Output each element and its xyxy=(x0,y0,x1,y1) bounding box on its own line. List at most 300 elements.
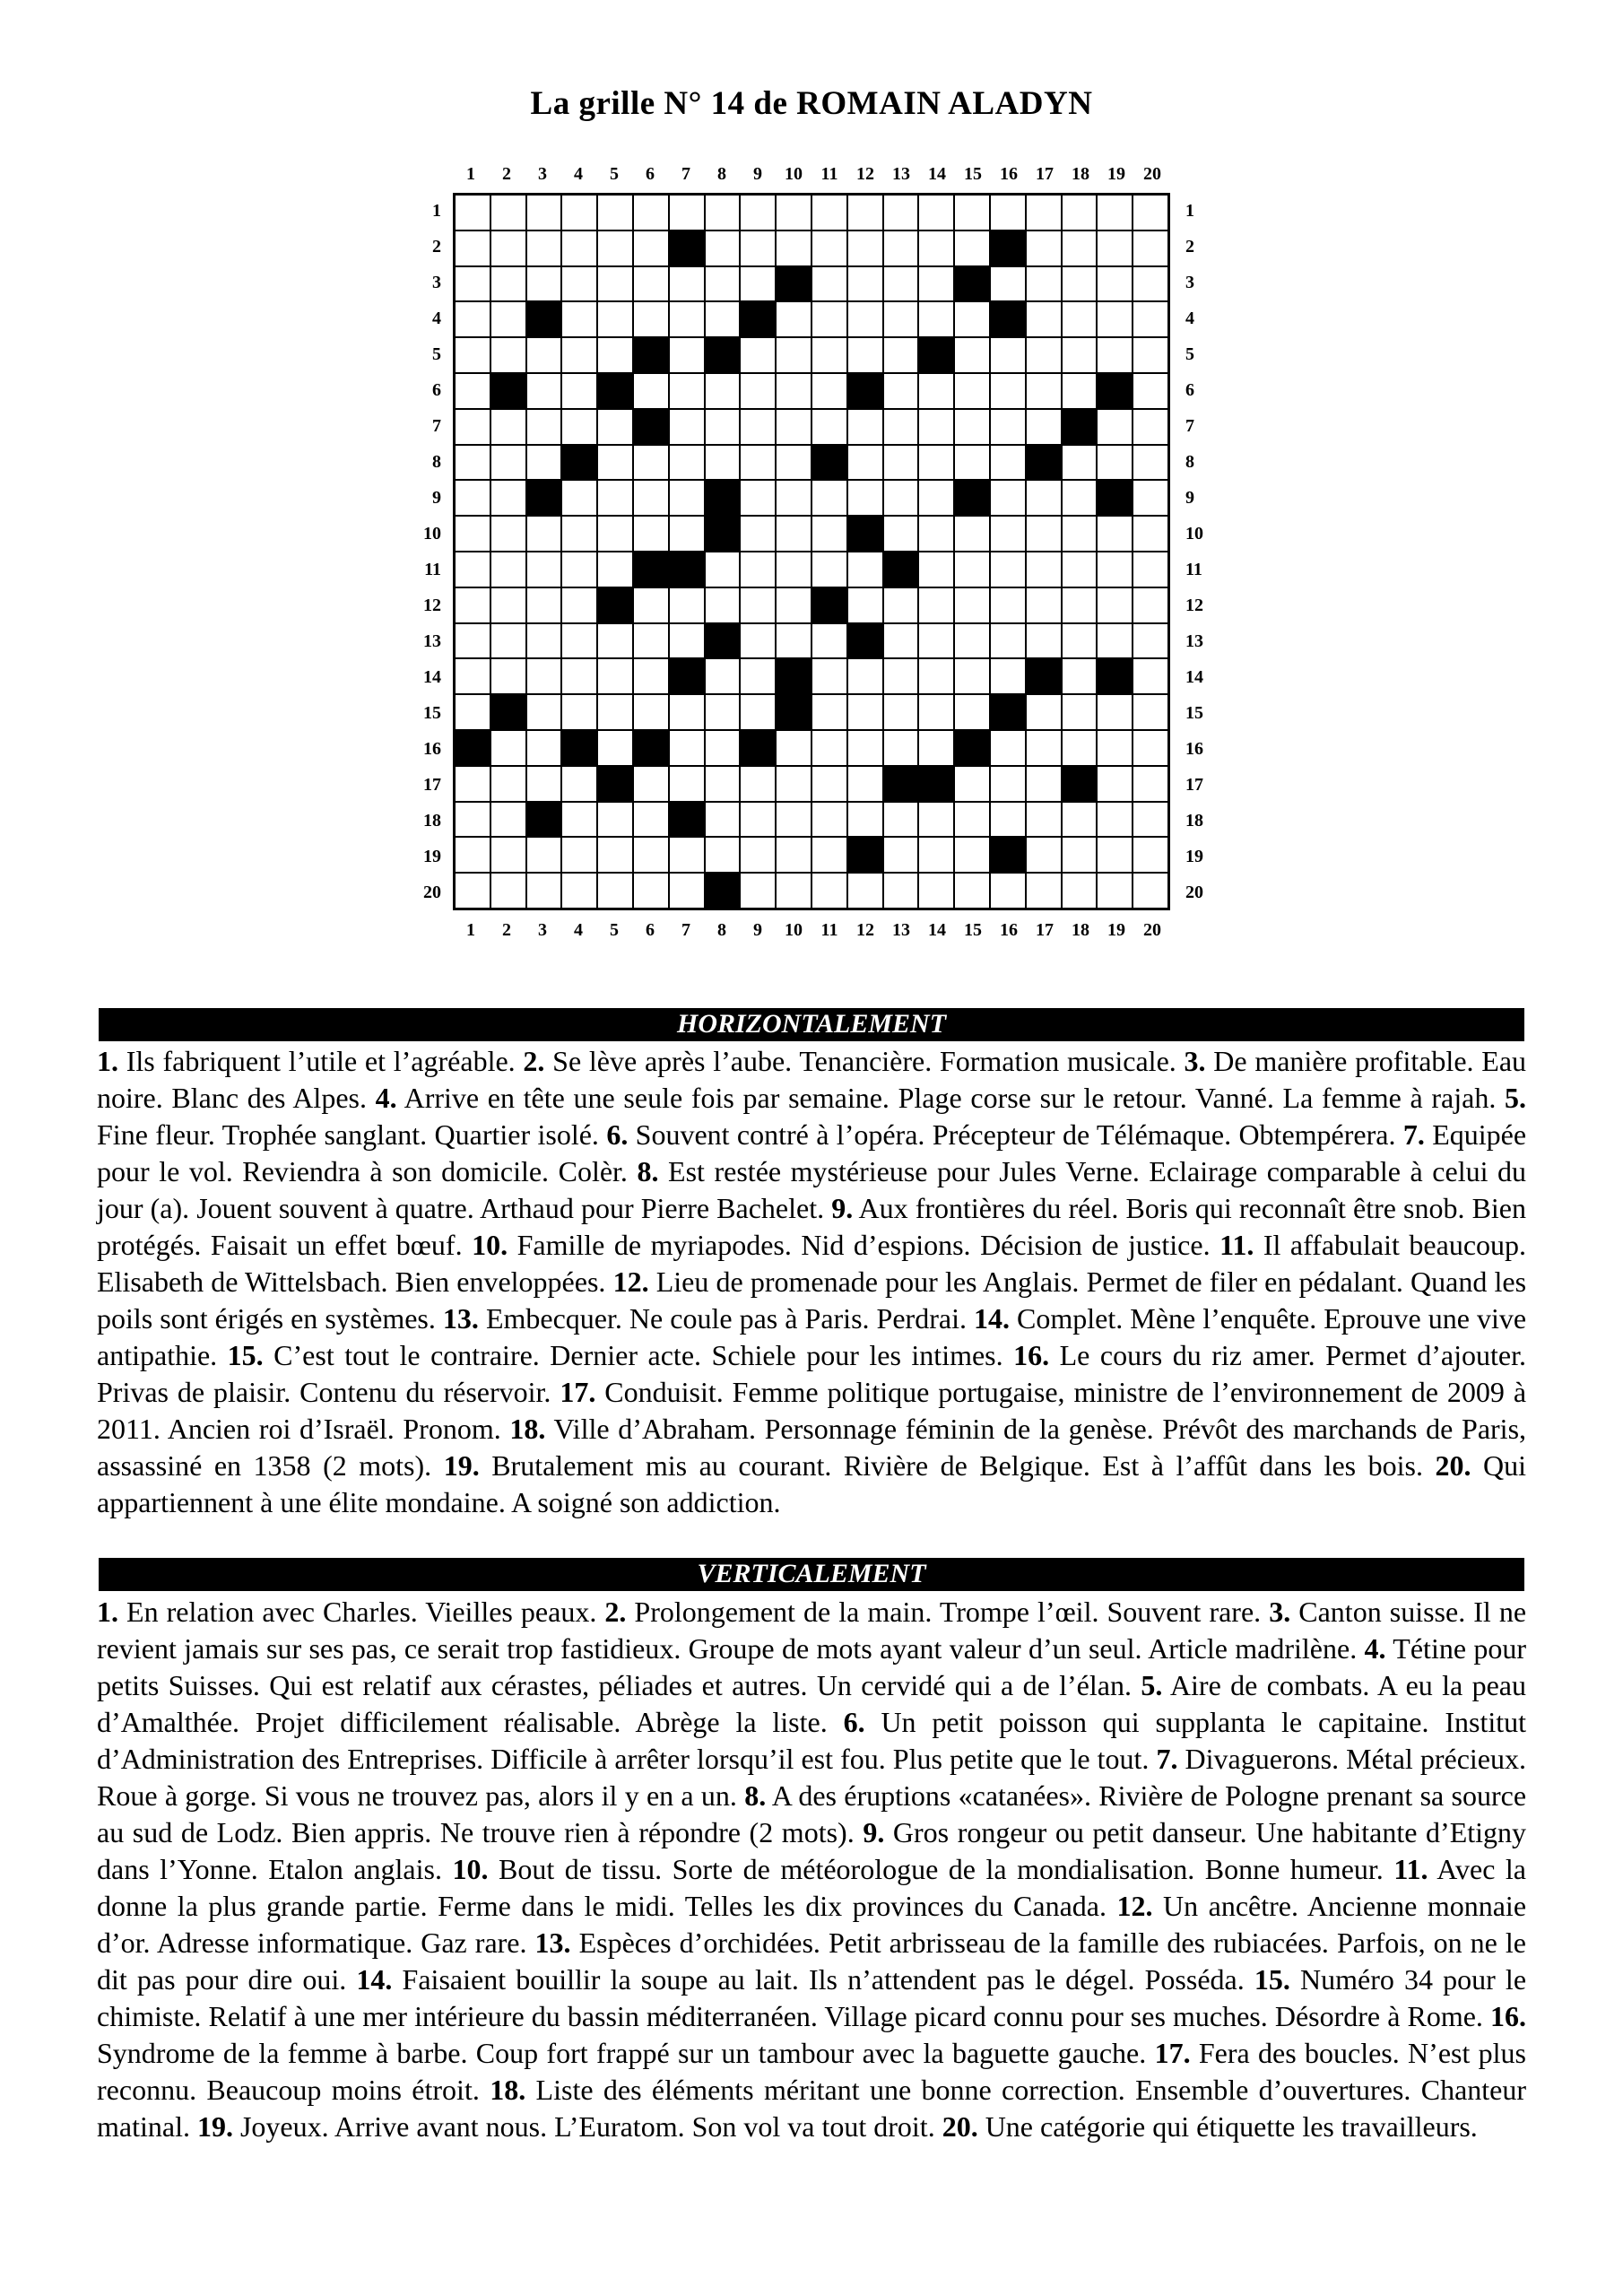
across-header-label: HORIZONTALEMENT xyxy=(676,1009,947,1039)
grid-row-label: 16 xyxy=(423,739,441,759)
grid-cell-r2c19 xyxy=(1097,230,1133,266)
across-clue-text: De manière profitable. Eau noire. Blanc des Alpes. xyxy=(97,1045,1527,1114)
grid-cell-r4c16 xyxy=(990,301,1026,337)
grid-cell-r2c13 xyxy=(883,230,919,266)
grid-cell-r15c11 xyxy=(812,694,847,730)
grid-cell-r19c17 xyxy=(1026,837,1062,873)
grid-cell-r19c13 xyxy=(883,837,919,873)
grid-cell-r12c13 xyxy=(883,587,919,623)
page-title: La grille N° 14 de ROMAIN ALADYN xyxy=(530,85,1093,122)
grid-cell-r10c11 xyxy=(812,516,847,552)
down-clue-text: Une catégorie qui étiquette les travailleurs. xyxy=(977,2110,1478,2143)
grid-col-label: 14 xyxy=(928,164,946,184)
grid-cell-r1c9 xyxy=(740,195,776,230)
grid-cell-r15c5 xyxy=(597,694,633,730)
grid-cell-r5c17 xyxy=(1026,337,1062,373)
grid-cell-r1c13 xyxy=(883,195,919,230)
grid-col-label: 7 xyxy=(681,920,690,940)
grid-cell-r17c9 xyxy=(740,766,776,802)
grid-cell-r13c14 xyxy=(918,623,954,659)
grid-row-label: 18 xyxy=(1185,811,1203,831)
grid-cell-r3c2 xyxy=(490,266,526,302)
grid-cell-r5c5 xyxy=(597,337,633,373)
down-clue-text: Faisaient bouillir la soupe au lait. Ils n’attendent pas le dégel. Posséda. xyxy=(392,1963,1245,1996)
across-clue-number: 13. xyxy=(442,1302,479,1335)
grid-cell-r20c15 xyxy=(954,873,990,909)
grid-cell-r19c1 xyxy=(455,837,490,873)
grid-cell-r7c18 xyxy=(1062,409,1098,445)
grid-row-label: 14 xyxy=(423,667,441,687)
grid-cell-r6c10 xyxy=(776,373,812,409)
grid-cell-r13c15 xyxy=(954,623,990,659)
grid-row-label: 15 xyxy=(423,703,441,723)
grid-cell-r15c16 xyxy=(990,694,1026,730)
across-clue-number: 14. xyxy=(974,1302,1011,1335)
grid-cell-r2c17 xyxy=(1026,230,1062,266)
grid-cell-r19c3 xyxy=(526,837,562,873)
grid-cell-r12c17 xyxy=(1026,587,1062,623)
grid-col-label: 15 xyxy=(964,920,982,940)
grid-col-label: 1 xyxy=(466,920,475,940)
grid-cell-r3c18 xyxy=(1062,266,1098,302)
grid-cell-r2c6 xyxy=(633,230,669,266)
grid-row-label: 17 xyxy=(423,775,441,795)
grid-col-label: 12 xyxy=(856,920,874,940)
grid-cell-r6c19 xyxy=(1097,373,1133,409)
grid-cell-r2c20 xyxy=(1133,230,1168,266)
grid-row-label: 4 xyxy=(432,309,441,328)
grid-cell-r3c20 xyxy=(1133,266,1168,302)
grid-cell-r5c2 xyxy=(490,337,526,373)
grid-cell-r8c3 xyxy=(526,445,562,481)
grid-cell-r7c16 xyxy=(990,409,1026,445)
down-clue-number: 19. xyxy=(196,2110,233,2143)
grid-cell-r19c14 xyxy=(918,837,954,873)
grid-col-label: 11 xyxy=(820,920,838,940)
grid-row-label: 7 xyxy=(1185,416,1194,436)
grid-row-label: 13 xyxy=(423,631,441,651)
grid-cell-r20c9 xyxy=(740,873,776,909)
grid-row-label: 20 xyxy=(423,883,441,902)
grid-cell-r5c11 xyxy=(812,337,847,373)
across-clue-text: Le cours du riz amer. Permet d’ajouter. Privas de plaisir. Contenu du réservoir. xyxy=(97,1339,1526,1408)
grid-cell-r17c1 xyxy=(455,766,490,802)
grid-cell-r10c12 xyxy=(847,516,883,552)
grid-cell-r20c20 xyxy=(1133,873,1168,909)
grid-cell-r2c15 xyxy=(954,230,990,266)
grid-cell-r3c15 xyxy=(954,266,990,302)
across-clue-text: Brutalement mis au courant. Rivière de Belgique. Est à l’affût dans les bois. xyxy=(479,1449,1423,1482)
across-clue-text: Ville d’Abraham. Personnage féminin de la genèse. Prévôt des marchands de Paris, assassiné en 1358 (2 mots). xyxy=(97,1413,1527,1482)
grid-cell-r14c3 xyxy=(526,658,562,694)
grid-cell-r17c16 xyxy=(990,766,1026,802)
down-header-bar xyxy=(99,1558,1524,1591)
grid-cell-r20c18 xyxy=(1062,873,1098,909)
down-clue-number: 15. xyxy=(1254,1963,1290,1996)
grid-cell-r8c17 xyxy=(1026,445,1062,481)
grid-cell-r8c7 xyxy=(669,445,705,481)
grid-cell-r7c5 xyxy=(597,409,633,445)
grid-cell-r14c8 xyxy=(705,658,741,694)
grid-cell-r3c13 xyxy=(883,266,919,302)
grid-cell-r11c15 xyxy=(954,552,990,587)
across-clue-number: 10. xyxy=(472,1229,508,1261)
grid-cell-r7c4 xyxy=(561,409,597,445)
grid-cell-r9c11 xyxy=(812,480,847,516)
grid-row-labels-right xyxy=(1185,193,1217,910)
grid-cell-r12c12 xyxy=(847,587,883,623)
grid-cell-r16c8 xyxy=(705,730,741,766)
grid-cell-r7c8 xyxy=(705,409,741,445)
grid-cell-r8c11 xyxy=(812,445,847,481)
grid-row-label: 18 xyxy=(423,811,441,831)
grid-cell-r20c10 xyxy=(776,873,812,909)
grid-cell-r18c5 xyxy=(597,802,633,838)
grid-cell-r19c2 xyxy=(490,837,526,873)
grid-cell-r18c20 xyxy=(1133,802,1168,838)
grid-cell-r6c3 xyxy=(526,373,562,409)
grid-cell-r20c5 xyxy=(597,873,633,909)
grid-cell-r20c6 xyxy=(633,873,669,909)
grid-cell-r15c6 xyxy=(633,694,669,730)
down-clues xyxy=(97,1594,1526,2145)
grid-cell-r2c7 xyxy=(669,230,705,266)
grid-col-label: 17 xyxy=(1036,920,1054,940)
grid-row-label: 19 xyxy=(1185,847,1203,866)
grid-cell-r18c12 xyxy=(847,802,883,838)
grid-cell-r10c16 xyxy=(990,516,1026,552)
grid-cell-r10c19 xyxy=(1097,516,1133,552)
crossword-grid xyxy=(453,193,1170,910)
grid-col-label: 13 xyxy=(892,164,910,184)
grid-cell-r7c12 xyxy=(847,409,883,445)
grid-cell-r9c1 xyxy=(455,480,490,516)
grid-row-label: 6 xyxy=(1185,380,1194,400)
across-clue-text: Fine fleur. Trophée sanglant. Quartier isolé. xyxy=(97,1118,599,1151)
grid-cell-r18c9 xyxy=(740,802,776,838)
down-clue-text: A des éruptions «catanées». Rivière de Pologne prenant sa source au sud de Lodz. Bien appris. Ne trouve rien à répondre (2 mots). xyxy=(97,1779,1527,1848)
grid-cell-r20c19 xyxy=(1097,873,1133,909)
grid-cell-r16c7 xyxy=(669,730,705,766)
across-header-bar xyxy=(99,1008,1524,1041)
grid-cell-r3c7 xyxy=(669,266,705,302)
across-clue-number: 6. xyxy=(606,1118,629,1151)
grid-col-label: 2 xyxy=(502,920,511,940)
grid-cell-r18c8 xyxy=(705,802,741,838)
grid-row-label: 10 xyxy=(423,524,441,544)
across-clue-number: 9. xyxy=(831,1192,854,1224)
grid-cell-r17c2 xyxy=(490,766,526,802)
grid-cell-r9c19 xyxy=(1097,480,1133,516)
grid-cell-r1c19 xyxy=(1097,195,1133,230)
grid-cell-r14c7 xyxy=(669,658,705,694)
grid-col-label: 19 xyxy=(1107,164,1125,184)
across-clue-text: Conduisit. Femme politique portugaise, ministre de l’environnement de 2009 à 2011. Ancien roi d’Israël. Pronom. xyxy=(97,1376,1527,1445)
grid-cell-r1c10 xyxy=(776,195,812,230)
grid-cell-r16c20 xyxy=(1133,730,1168,766)
grid-cell-r4c9 xyxy=(740,301,776,337)
grid-cell-r12c19 xyxy=(1097,587,1133,623)
grid-row-label: 8 xyxy=(1185,452,1194,472)
grid-cell-r17c18 xyxy=(1062,766,1098,802)
grid-cell-r6c15 xyxy=(954,373,990,409)
grid-cell-r16c13 xyxy=(883,730,919,766)
grid-cell-r8c18 xyxy=(1062,445,1098,481)
grid-cell-r13c2 xyxy=(490,623,526,659)
grid-row-label: 11 xyxy=(424,560,441,579)
across-clue-text: Lieu de promenade pour les Anglais. Permet de filer en pédalant. Quand les poils sont érigés en systèmes. xyxy=(97,1265,1527,1335)
grid-cell-r6c4 xyxy=(561,373,597,409)
grid-cell-r4c1 xyxy=(455,301,490,337)
grid-cell-r8c12 xyxy=(847,445,883,481)
grid-cell-r19c11 xyxy=(812,837,847,873)
grid-col-label: 9 xyxy=(753,920,762,940)
grid-cell-r17c15 xyxy=(954,766,990,802)
across-clue-text: Aux frontières du réel. Boris qui reconnaît être snob. Bien protégés. Faisait un effet bœuf. xyxy=(97,1192,1526,1261)
grid-cell-r20c7 xyxy=(669,873,705,909)
grid-cell-r10c3 xyxy=(526,516,562,552)
grid-cell-r12c8 xyxy=(705,587,741,623)
grid-cell-r20c1 xyxy=(455,873,490,909)
grid-cell-r13c17 xyxy=(1026,623,1062,659)
grid-cell-r19c20 xyxy=(1133,837,1168,873)
across-clue-text: C’est tout le contraire. Dernier acte. Schiele pour les intimes. xyxy=(263,1339,1003,1371)
across-clue-text: Est restée mystérieuse pour Jules Verne. Eclairage comparable à celui du jour (a). Jouent souvent à quatre. Arthaud pour Pierre Bachelet. xyxy=(97,1155,1527,1224)
grid-col-label: 16 xyxy=(1000,164,1018,184)
grid-cell-r4c20 xyxy=(1133,301,1168,337)
grid-cell-r13c5 xyxy=(597,623,633,659)
grid-cell-r6c12 xyxy=(847,373,883,409)
grid-col-label: 3 xyxy=(538,920,547,940)
grid-cell-r3c19 xyxy=(1097,266,1133,302)
grid-cell-r16c11 xyxy=(812,730,847,766)
grid-cell-r20c3 xyxy=(526,873,562,909)
grid-cell-r14c13 xyxy=(883,658,919,694)
down-clue-text: Divaguerons. Métal précieux. Roue à gorge. Si vous ne trouvez pas, alors il y en a un. xyxy=(97,1743,1527,1812)
grid-cell-r17c11 xyxy=(812,766,847,802)
grid-cell-r19c15 xyxy=(954,837,990,873)
grid-cell-r12c10 xyxy=(776,587,812,623)
grid-col-label: 5 xyxy=(610,920,619,940)
grid-cell-r11c2 xyxy=(490,552,526,587)
grid-cell-r14c19 xyxy=(1097,658,1133,694)
grid-cell-r11c10 xyxy=(776,552,812,587)
grid-cell-r13c12 xyxy=(847,623,883,659)
grid-col-label: 16 xyxy=(1000,920,1018,940)
grid-cell-r19c18 xyxy=(1062,837,1098,873)
grid-cell-r15c7 xyxy=(669,694,705,730)
grid-row-label: 3 xyxy=(432,273,441,292)
grid-cell-r10c4 xyxy=(561,516,597,552)
grid-cell-r14c11 xyxy=(812,658,847,694)
grid-cell-r9c6 xyxy=(633,480,669,516)
grid-cell-r18c17 xyxy=(1026,802,1062,838)
grid-cell-r15c1 xyxy=(455,694,490,730)
grid-cell-r8c14 xyxy=(918,445,954,481)
grid-cell-r5c18 xyxy=(1062,337,1098,373)
grid-cell-r5c20 xyxy=(1133,337,1168,373)
grid-col-label: 3 xyxy=(538,164,547,184)
grid-cell-r11c18 xyxy=(1062,552,1098,587)
grid-cell-r15c14 xyxy=(918,694,954,730)
grid-cell-r3c1 xyxy=(455,266,490,302)
grid-row-label: 5 xyxy=(1185,344,1194,364)
down-clue-number: 5. xyxy=(1141,1669,1163,1701)
grid-cell-r4c4 xyxy=(561,301,597,337)
grid-cell-r10c6 xyxy=(633,516,669,552)
grid-cell-r18c11 xyxy=(812,802,847,838)
grid-cell-r9c14 xyxy=(918,480,954,516)
grid-cell-r7c17 xyxy=(1026,409,1062,445)
grid-cell-r9c7 xyxy=(669,480,705,516)
across-clue-text: Souvent contré à l’opéra. Précepteur de Télémaque. Obtempérera. xyxy=(628,1118,1396,1151)
grid-cell-r4c15 xyxy=(954,301,990,337)
grid-cell-r6c13 xyxy=(883,373,919,409)
grid-cell-r17c3 xyxy=(526,766,562,802)
grid-cell-r5c4 xyxy=(561,337,597,373)
grid-cell-r8c20 xyxy=(1133,445,1168,481)
grid-cell-r1c17 xyxy=(1026,195,1062,230)
grid-cell-r12c5 xyxy=(597,587,633,623)
grid-cell-r9c9 xyxy=(740,480,776,516)
grid-cell-r17c14 xyxy=(918,766,954,802)
across-clue-text: Se lève après l’aube. Tenancière. Formation musicale. xyxy=(544,1045,1176,1077)
grid-col-label: 4 xyxy=(574,920,583,940)
grid-cell-r10c10 xyxy=(776,516,812,552)
grid-cell-r13c6 xyxy=(633,623,669,659)
grid-cell-r2c12 xyxy=(847,230,883,266)
grid-cell-r10c7 xyxy=(669,516,705,552)
grid-cell-r1c15 xyxy=(954,195,990,230)
grid-cell-r18c15 xyxy=(954,802,990,838)
grid-cell-r9c3 xyxy=(526,480,562,516)
grid-cell-r7c13 xyxy=(883,409,919,445)
grid-row-label: 17 xyxy=(1185,775,1203,795)
grid-cell-r15c4 xyxy=(561,694,597,730)
grid-row-label: 4 xyxy=(1185,309,1194,328)
grid-cell-r10c14 xyxy=(918,516,954,552)
grid-cell-r20c16 xyxy=(990,873,1026,909)
grid-col-labels-top xyxy=(453,160,1170,188)
grid-cell-r19c16 xyxy=(990,837,1026,873)
grid-cell-r5c10 xyxy=(776,337,812,373)
grid-cell-r11c3 xyxy=(526,552,562,587)
across-clue-text: Complet. Mène l’enquête. Eprouve une vive antipathie. xyxy=(97,1302,1527,1371)
across-clue-text: Ils fabriquent l’utile et l’agréable. xyxy=(118,1045,516,1077)
grid-cell-r17c12 xyxy=(847,766,883,802)
grid-cell-r8c19 xyxy=(1097,445,1133,481)
grid-cell-r15c18 xyxy=(1062,694,1098,730)
grid-cell-r14c16 xyxy=(990,658,1026,694)
across-clue-number: 19. xyxy=(443,1449,480,1482)
down-clue-number: 13. xyxy=(534,1926,571,1959)
grid-cell-r15c13 xyxy=(883,694,919,730)
grid-cell-r1c3 xyxy=(526,195,562,230)
grid-cell-r12c2 xyxy=(490,587,526,623)
grid-cell-r16c15 xyxy=(954,730,990,766)
grid-row-label: 2 xyxy=(1185,237,1194,257)
grid-cell-r6c14 xyxy=(918,373,954,409)
grid-cell-r18c13 xyxy=(883,802,919,838)
grid-cell-r18c16 xyxy=(990,802,1026,838)
grid-cell-r8c9 xyxy=(740,445,776,481)
grid-cell-r5c7 xyxy=(669,337,705,373)
grid-cell-r2c4 xyxy=(561,230,597,266)
grid-cell-r1c14 xyxy=(918,195,954,230)
grid-cell-r5c9 xyxy=(740,337,776,373)
grid-cell-r14c18 xyxy=(1062,658,1098,694)
grid-cell-r19c6 xyxy=(633,837,669,873)
grid-cell-r19c7 xyxy=(669,837,705,873)
grid-cell-r17c4 xyxy=(561,766,597,802)
grid-cell-r3c4 xyxy=(561,266,597,302)
grid-cell-r16c5 xyxy=(597,730,633,766)
grid-col-label: 6 xyxy=(646,164,655,184)
grid-cell-r5c15 xyxy=(954,337,990,373)
grid-cell-r10c20 xyxy=(1133,516,1168,552)
grid-cell-r2c3 xyxy=(526,230,562,266)
grid-cell-r7c15 xyxy=(954,409,990,445)
down-clue-text: Prolongement de la main. Trompe l’œil. Souvent rare. xyxy=(626,1596,1262,1628)
down-clue-number: 18. xyxy=(490,2074,526,2106)
grid-cell-r3c10 xyxy=(776,266,812,302)
grid-cell-r15c9 xyxy=(740,694,776,730)
grid-cell-r4c8 xyxy=(705,301,741,337)
down-clue-number: 9. xyxy=(863,1816,885,1848)
grid-row-label: 12 xyxy=(1185,596,1203,615)
grid-cell-r15c17 xyxy=(1026,694,1062,730)
grid-cell-r16c14 xyxy=(918,730,954,766)
grid-cell-r4c19 xyxy=(1097,301,1133,337)
across-clue-number: 7. xyxy=(1402,1118,1425,1151)
down-clue-number: 1. xyxy=(97,1596,118,1628)
down-clue-number: 16. xyxy=(1490,2000,1527,2032)
grid-cell-r12c6 xyxy=(633,587,669,623)
grid-cell-r16c6 xyxy=(633,730,669,766)
grid-cell-r2c16 xyxy=(990,230,1026,266)
grid-cell-r2c11 xyxy=(812,230,847,266)
grid-col-label: 14 xyxy=(928,920,946,940)
across-clue-text: Il affabulait beaucoup. Elisabeth de Wittelsbach. Bien enveloppées. xyxy=(97,1229,1527,1298)
grid-cell-r10c18 xyxy=(1062,516,1098,552)
grid-cell-r18c2 xyxy=(490,802,526,838)
grid-cell-r14c2 xyxy=(490,658,526,694)
grid-cell-r6c6 xyxy=(633,373,669,409)
down-clue-number: 12. xyxy=(1116,1890,1153,1922)
grid-cell-r13c16 xyxy=(990,623,1026,659)
grid-row-labels-left xyxy=(410,193,441,910)
grid-cell-r11c4 xyxy=(561,552,597,587)
grid-row-label: 11 xyxy=(1185,560,1202,579)
grid-col-label: 18 xyxy=(1072,920,1089,940)
grid-cell-r7c3 xyxy=(526,409,562,445)
grid-cell-r19c8 xyxy=(705,837,741,873)
grid-cell-r15c12 xyxy=(847,694,883,730)
grid-cell-r2c2 xyxy=(490,230,526,266)
grid-cell-r13c1 xyxy=(455,623,490,659)
grid-col-label: 20 xyxy=(1143,920,1161,940)
grid-cell-r11c7 xyxy=(669,552,705,587)
grid-col-label: 9 xyxy=(753,164,762,184)
across-clue-text: Arrive en tête une seule fois par semaine. Plage corse sur le retour. Vanné. La femme à rajah. xyxy=(396,1082,1497,1114)
grid-cell-r7c19 xyxy=(1097,409,1133,445)
grid-cell-r10c13 xyxy=(883,516,919,552)
grid-cell-r9c2 xyxy=(490,480,526,516)
grid-cell-r18c14 xyxy=(918,802,954,838)
grid-row-label: 15 xyxy=(1185,703,1203,723)
across-clue-number: 15. xyxy=(227,1339,264,1371)
grid-cell-r20c11 xyxy=(812,873,847,909)
